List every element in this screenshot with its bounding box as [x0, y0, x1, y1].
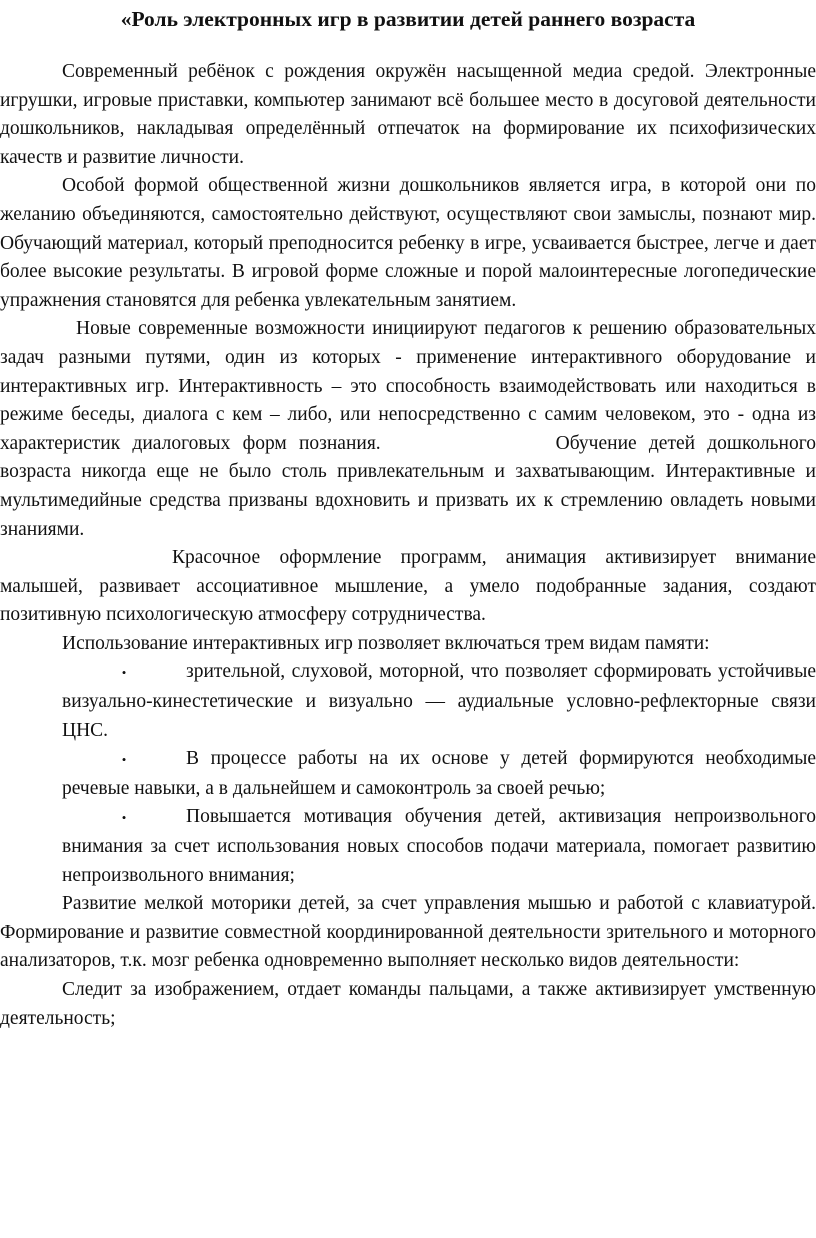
paragraph-7: Следит за изображением, отдает команды пальцами, а также активизирует умственную деятельность; — [0, 979, 816, 1029]
list-item-text: Повышается мотивация обучения детей, активизация непроизвольного внимания за счет использования новых способов подачи материала, помогает развитию непроизвольного внимания; — [62, 806, 816, 886]
list-item-text: зрительной, слуховой, моторной, что позволяет сформировать устойчивые визуально-кинестетические и визуально — аудиальные условно-рефлекторные связи ЦНС. — [62, 661, 816, 741]
paragraph-5: Использование интерактивных игр позволяет включаться трем видам памяти: — [62, 632, 710, 654]
paragraph-6: Развитие мелкой моторики детей, за счет управления мышью и работой с клавиатурой. Формирование и развитие совместной координированной деятельности зрительного и моторного анализаторов, т.к. мозг ребенка одновременно выполняет несколько видов деятельности: — [0, 893, 816, 972]
paragraph-3-continuation: Обучение детей дошкольного возраста никогда еще не было столь привлекательным и захватывающим. Интерактивные и мультимедийные средства призваны вдохновить и призвать их к стремлению овладеть новыми знаниями. — [0, 432, 816, 540]
paragraph-1: Современный ребёнок с рождения окружён насыщенной медиа средой. Электронные игрушки, игровые приставки, компьютер занимают всё большее место в досуговой деятельности дошкольников, накладывая определённый отпечаток на формирование их психофизических качеств и развитие личности. — [0, 61, 816, 168]
paragraph-3-text: Новые современные возможности инициируют педагогов к решению образовательных задач разными путями, один из которых - применение интерактивного оборудование и интерактивных игр. Интерактивность – это способность взаимодействовать или находиться в режиме беседы, диалога с кем – либо, или непосредственно с самим человеком, это - одна из характеристик диалоговых форм познания. — [0, 318, 816, 454]
bullet-icon: • — [121, 752, 127, 768]
list-item — [62, 803, 816, 890]
paragraph-2: Особой формой общественной жизни дошкольников является игра, в которой они по желанию объединяются, самостоятельно действуют, осуществляют свои замыслы, познают мир. Обучающий материал, который преподносится ребенку в игре, усваивается быстрее, легче и дает более высокие результаты. В игровой форме сложные и порой малоинтересные логопедические упражнения становятся для ребенка увлекательным занятием. — [0, 175, 816, 311]
paragraph-3 — [0, 315, 816, 544]
list-item-text: В процессе работы на их основе у детей формируются необходимые речевые навыки, а в дальнейшем и самоконтроль за своей речью; — [62, 748, 816, 799]
paragraph-4: Красочное оформление программ, анимация активизирует внимание малышей, развивает ассоциативное мышление, а умело подобранные задания, создают позитивную психологическую атмосферу сотрудничества. — [0, 547, 816, 626]
list-item — [62, 745, 816, 803]
bullet-icon: • — [121, 810, 127, 826]
memory-types-list — [0, 658, 816, 890]
bullet-icon: • — [121, 665, 127, 681]
list-item — [62, 658, 816, 745]
document-body — [0, 58, 816, 1033]
document-title: «Роль электронных игр в развитии детей раннего возраста — [120, 7, 696, 31]
